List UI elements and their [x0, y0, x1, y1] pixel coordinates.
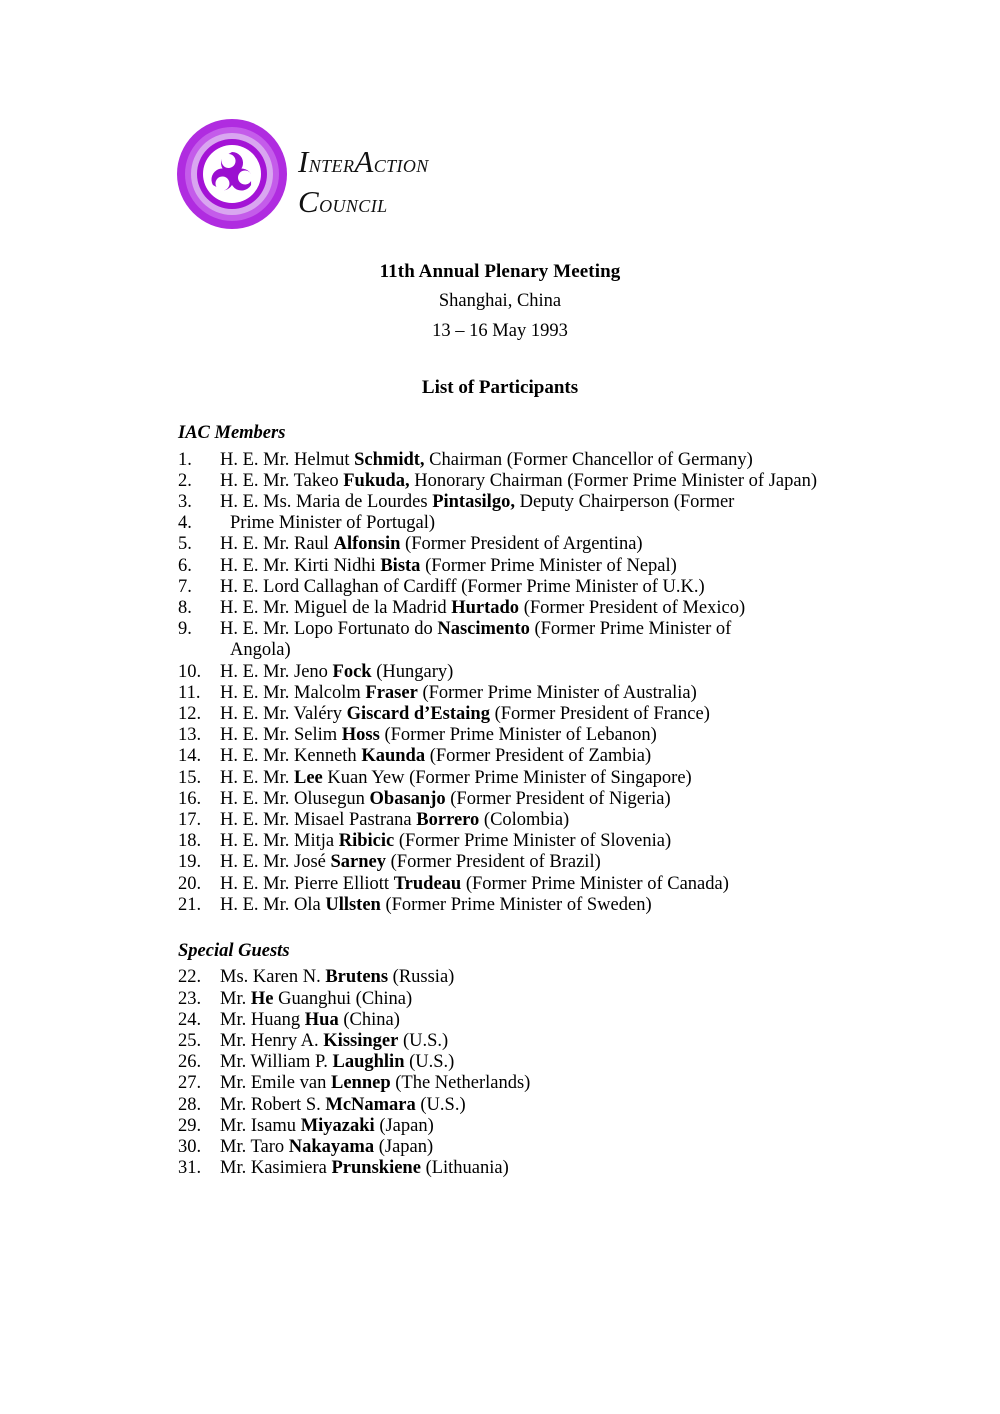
- entry-title-suffix: (U.S.): [398, 1031, 449, 1052]
- participant-entry: [178, 874, 878, 895]
- participant-entry: [178, 683, 878, 704]
- entry-number: 9.: [178, 619, 192, 640]
- entry-title-suffix: (Former President of Brazil): [386, 852, 601, 873]
- wordmark-cap-c: C: [298, 184, 320, 220]
- entry-name-prefix: H. E. Mr. José: [220, 852, 331, 873]
- entry-surname: Prunskiene: [331, 1158, 421, 1179]
- entry-title-suffix: Guanghui (China): [273, 988, 413, 1009]
- entry-number: 28.: [178, 1094, 202, 1115]
- entry-title-suffix: (Former Prime Minister of: [529, 619, 732, 640]
- entry-title-suffix: (Former President of France): [489, 703, 710, 724]
- participant-entry: [178, 967, 878, 988]
- entry-number: 24.: [178, 1009, 202, 1030]
- entry-text: [220, 810, 569, 830]
- entry-number: 11.: [178, 682, 201, 703]
- entry-surname: Lennep: [330, 1073, 391, 1094]
- entry-surname: Bista: [380, 555, 421, 576]
- organization-wordmark: [298, 142, 429, 223]
- entry-title-suffix: (Former Prime Minister of Australia): [417, 682, 697, 703]
- entry-name-prefix: H. E. Lord Callaghan of Cardiff (Former Prime Minister of U.K.): [220, 576, 705, 597]
- entry-number: 5.: [178, 534, 192, 555]
- entry-title-suffix: (U.S.): [415, 1094, 466, 1115]
- entry-text: [220, 492, 734, 512]
- entry-surname: Obasanjo: [369, 788, 446, 809]
- entry-number: 27.: [178, 1073, 202, 1094]
- entry-title-suffix: (Japan): [374, 1137, 434, 1158]
- entry-name-prefix: Ms. Karen N.: [220, 967, 326, 988]
- entry-text: [220, 746, 651, 766]
- entry-title-suffix: (Former Prime Minister of Slovenia): [394, 831, 672, 852]
- entry-text: [220, 1095, 466, 1115]
- entry-title-suffix: (Former President of Zambia): [425, 746, 652, 767]
- entry-surname: Schmidt,: [354, 449, 425, 470]
- entry-text: [220, 768, 692, 788]
- participant-entry: [178, 556, 878, 577]
- participant-entry: [178, 831, 878, 852]
- participant-entry: [178, 492, 878, 513]
- entry-name-prefix: H. E. Mr. Olusegun: [220, 788, 370, 809]
- entry-text: [220, 852, 601, 872]
- entry-name-prefix: H. E. Mr. Selim: [220, 725, 342, 746]
- entry-text: [220, 556, 677, 576]
- entry-text: [220, 1116, 434, 1136]
- participant-entry: [178, 1073, 878, 1094]
- entry-number: 17.: [178, 809, 202, 830]
- entry-surname: Lee: [294, 767, 323, 788]
- entry-name-prefix: Mr. Taro: [220, 1137, 289, 1158]
- entry-number: 25.: [178, 1031, 202, 1052]
- entry-name-prefix: H. E. Mr. Misael Pastrana: [220, 809, 417, 830]
- entry-title-suffix: (Former Prime Minister of Lebanon): [379, 725, 657, 746]
- wordmark-text-ouncil: ouncil: [319, 191, 388, 219]
- participant-entry: [178, 895, 878, 916]
- entry-number: 14.: [178, 746, 202, 767]
- entry-number: 26.: [178, 1052, 202, 1073]
- participant-entry: [178, 513, 878, 534]
- participant-entries: [178, 967, 878, 1179]
- entry-surname: Miyazaki: [300, 1115, 375, 1136]
- entry-name-prefix: H. E. Mr. Kenneth: [220, 746, 362, 767]
- participant-entry: [178, 1052, 878, 1073]
- entry-title-suffix: (Former Prime Minister of Nepal): [420, 555, 677, 576]
- entry-name-prefix: H. E. Mr. Jeno: [220, 661, 333, 682]
- meeting-location: Shanghai, China: [438, 291, 562, 311]
- entry-name-prefix: H. E. Mr. Kirti Nidhi: [220, 555, 381, 576]
- letterhead: [176, 116, 506, 234]
- entry-text: [220, 577, 705, 597]
- entry-number: 23.: [178, 988, 202, 1009]
- entry-text: [220, 471, 817, 491]
- entry-title-suffix: (U.S.): [404, 1052, 455, 1073]
- entry-surname: Kissinger: [323, 1031, 399, 1052]
- section-heading: IAC Members: [178, 423, 286, 443]
- participant-entry: [178, 450, 878, 471]
- entry-text: [220, 1137, 433, 1157]
- participant-entry: [178, 1095, 878, 1116]
- entry-title-suffix: (Hungary): [371, 661, 454, 682]
- participant-entry: [178, 789, 878, 810]
- entry-number: 15.: [178, 767, 202, 788]
- entry-number: 22.: [178, 967, 202, 988]
- entry-name-prefix: Mr. Henry A.: [220, 1031, 324, 1052]
- participant-entry: [178, 534, 878, 555]
- entry-surname: Fukuda,: [343, 470, 410, 491]
- entry-number: 31.: [178, 1158, 202, 1179]
- page-title: List of Participants: [421, 377, 579, 398]
- wordmark-line-interaction: [298, 142, 429, 182]
- entry-title-suffix: (Former President of Mexico): [519, 597, 746, 618]
- entry-text: [230, 640, 291, 660]
- entry-text: [220, 619, 731, 639]
- entry-name-prefix: H. E. Mr. Miguel de la Madrid: [220, 597, 452, 618]
- entry-name-prefix: H. E. Mr. Malcolm: [220, 682, 366, 703]
- entry-name-prefix: H. E. Mr. Mitja: [220, 831, 339, 852]
- participant-entry: [178, 598, 878, 619]
- entry-name-prefix: H. E. Mr. Lopo Fortunato do: [220, 619, 438, 640]
- entry-surname: Nascimento: [437, 619, 530, 640]
- entry-text: [220, 831, 671, 851]
- entry-surname: Sarney: [330, 852, 386, 873]
- entry-surname: Hoss: [341, 725, 380, 746]
- participant-section: [178, 942, 878, 1180]
- wordmark-cap-i: I: [298, 144, 309, 179]
- entry-name-prefix: Mr. Huang: [220, 1009, 305, 1030]
- participant-entry: [178, 1158, 878, 1179]
- entry-number: 3.: [178, 491, 192, 512]
- entry-number: 12.: [178, 703, 202, 724]
- entry-number: 8.: [178, 597, 192, 618]
- entry-name-prefix: Mr. Isamu: [220, 1115, 301, 1136]
- participant-entry: [178, 1116, 878, 1137]
- entry-number: 30.: [178, 1137, 202, 1158]
- entry-title-suffix: Kuan Yew (Former Prime Minister of Singapore): [322, 767, 692, 788]
- entry-text: [220, 1158, 509, 1178]
- participant-section: [178, 424, 878, 916]
- entry-title-suffix: Chairman (Former Chancellor of Germany): [424, 449, 753, 470]
- entry-surname: Alfonsin: [333, 534, 401, 555]
- entry-surname: Fock: [332, 661, 372, 682]
- interaction-council-logo-icon: [176, 118, 288, 230]
- entry-surname: Trudeau: [393, 873, 462, 894]
- entry-text: [220, 1073, 530, 1093]
- entry-number: 2.: [178, 470, 192, 491]
- wordmark-cap-a: A: [354, 144, 374, 179]
- entry-surname: Fraser: [365, 682, 418, 703]
- entry-text: [220, 513, 435, 533]
- entry-text: [220, 704, 710, 724]
- entry-text: [220, 1031, 448, 1051]
- entry-number: 19.: [178, 852, 202, 873]
- entry-title-suffix: (Lithuania): [420, 1158, 509, 1179]
- participant-entries: [178, 450, 878, 916]
- entry-surname: Brutens: [325, 967, 389, 988]
- wordmark-line-council: [298, 182, 429, 222]
- entry-name-prefix: H. E. Mr. Valéry: [220, 703, 347, 724]
- meeting-date: 13 – 16 May 1993: [432, 320, 568, 341]
- title-block: [0, 262, 1000, 397]
- entry-surname: Laughlin: [332, 1052, 405, 1073]
- entry-name-prefix: H. E. Mr. Helmut: [220, 449, 355, 470]
- entry-text: [220, 725, 657, 745]
- entry-name-prefix: Mr. William P.: [220, 1052, 333, 1073]
- entry-number: 7.: [178, 576, 192, 597]
- entry-number: 6.: [178, 555, 192, 576]
- entry-text: [220, 662, 453, 682]
- entry-name-prefix: H. E. Mr. Takeo: [220, 470, 344, 491]
- entry-number: 1.: [178, 449, 192, 470]
- entry-title-suffix: (The Netherlands): [390, 1073, 531, 1094]
- entry-title-suffix: (China): [338, 1009, 400, 1030]
- participant-entry: [178, 746, 878, 767]
- entry-title-suffix: Honorary Chairman (Former Prime Minister of Japan): [409, 470, 817, 491]
- entry-surname: Hurtado: [451, 597, 520, 618]
- entry-number: 13.: [178, 725, 202, 746]
- participant-entry: [178, 471, 878, 492]
- entry-title-suffix: (Former Prime Minister of Canada): [461, 873, 729, 894]
- entry-name-prefix: Mr. Emile van: [220, 1073, 331, 1094]
- entry-surname: Nakayama: [288, 1137, 375, 1158]
- entry-text: [220, 967, 454, 987]
- entry-name-prefix: Mr. Robert S.: [220, 1094, 326, 1115]
- entry-name-prefix: H. E. Mr. Pierre Elliott: [220, 873, 394, 894]
- participant-entry: [178, 768, 878, 789]
- entry-title-suffix: (Former President of Nigeria): [445, 788, 671, 809]
- entry-name-prefix: Angola): [230, 640, 291, 661]
- entry-surname: Kaunda: [361, 746, 426, 767]
- entry-surname: Borrero: [416, 809, 480, 830]
- entry-title-suffix: (Colombia): [479, 809, 570, 830]
- entry-text: [220, 1052, 454, 1072]
- entry-number: 29.: [178, 1115, 202, 1136]
- section-heading: Special Guests: [178, 940, 290, 961]
- wordmark-text-ction: ction: [373, 151, 429, 178]
- entry-title-suffix: Deputy Chairperson (Former: [514, 491, 735, 512]
- entry-text: [220, 450, 753, 470]
- entry-text: [220, 598, 745, 618]
- entry-number: 16.: [178, 788, 202, 809]
- participant-entry: [178, 662, 878, 683]
- participant-entry: [178, 704, 878, 725]
- entry-name-prefix: Mr. Kasimiera: [220, 1158, 332, 1179]
- entry-number: 21.: [178, 894, 202, 915]
- entry-surname: Hua: [304, 1009, 339, 1030]
- participant-entry: [178, 810, 878, 831]
- entry-text: [220, 1010, 400, 1030]
- entry-number: 18.: [178, 831, 202, 852]
- entry-name-prefix: Prime Minister of Portugal): [230, 513, 436, 534]
- entry-surname: Ullsten: [325, 894, 381, 915]
- entry-surname: Giscard d’Estaing: [346, 703, 490, 724]
- entry-name-prefix: Mr.: [220, 988, 251, 1009]
- participant-entry: [178, 1010, 878, 1031]
- entry-number: 10.: [178, 661, 202, 682]
- entry-title-suffix: (Former President of Argentina): [400, 534, 643, 555]
- participant-entry: [178, 1137, 878, 1158]
- entry-title-suffix: (Russia): [388, 967, 455, 988]
- participant-entry: [178, 577, 878, 598]
- entry-surname: Pintasilgo,: [432, 491, 515, 512]
- entry-title-suffix: (Former Prime Minister of Sweden): [380, 894, 652, 915]
- entry-text: [220, 683, 697, 703]
- entry-number: 4.: [178, 513, 192, 534]
- entry-text: [220, 534, 643, 554]
- participant-entry: [178, 619, 878, 640]
- participant-entry: [178, 640, 878, 661]
- entry-text: [220, 874, 729, 894]
- entry-name-prefix: H. E. Mr.: [220, 767, 294, 788]
- entry-surname: McNamara: [325, 1094, 416, 1115]
- entry-text: [220, 895, 652, 915]
- entry-name-prefix: H. E. Mr. Raul: [220, 534, 334, 555]
- participant-entry: [178, 1031, 878, 1052]
- entry-name-prefix: H. E. Ms. Maria de Lourdes: [220, 491, 433, 512]
- entry-title-suffix: (Japan): [374, 1115, 434, 1136]
- participant-entry: [178, 852, 878, 873]
- entry-number: 20.: [178, 873, 202, 894]
- entry-surname: Ribicic: [338, 831, 395, 852]
- entry-text: [220, 789, 671, 809]
- wordmark-text-nter: nter: [308, 151, 355, 178]
- participant-entry: [178, 989, 878, 1010]
- entry-text: [220, 989, 412, 1009]
- entry-surname: He: [250, 988, 274, 1009]
- participant-list: [178, 424, 878, 1180]
- participant-entry: [178, 725, 878, 746]
- entry-name-prefix: H. E. Mr. Ola: [220, 894, 326, 915]
- meeting-title: 11th Annual Plenary Meeting: [379, 261, 621, 282]
